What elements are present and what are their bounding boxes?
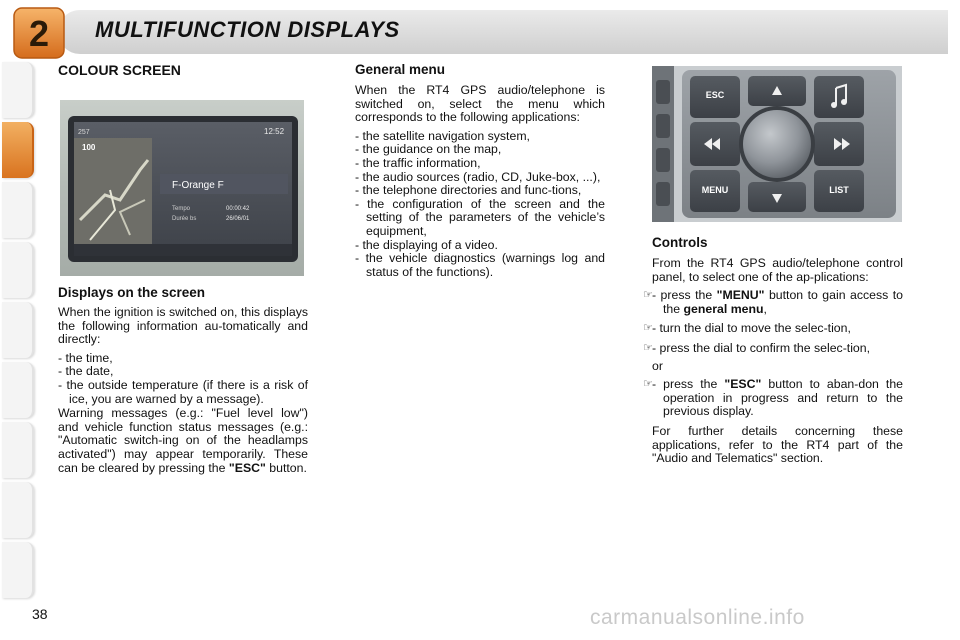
controls-heading: Controls xyxy=(652,235,708,250)
displays-list xyxy=(58,352,308,406)
chapter-tab-1[interactable] xyxy=(2,62,34,118)
screen-speed: 100 xyxy=(82,143,96,152)
chapter-tab-6[interactable] xyxy=(2,362,34,418)
controls-steps xyxy=(643,288,903,355)
controls-intro: From the RT4 GPS audio/telephone control panel, to select one of the ap-plications: xyxy=(652,256,903,284)
list-item: - the time, xyxy=(58,352,308,366)
list-item: - the guidance on the map, xyxy=(355,143,605,157)
control-panel-photo xyxy=(652,66,902,222)
list-item: - the vehicle diagnostics (warnings log and status of the functions). xyxy=(355,252,605,279)
esc-keyword: "ESC" xyxy=(724,377,762,392)
esc-button-label: ESC xyxy=(705,90,725,100)
controls-step-menu: - ☞ press the "MENU" button to gain access to the general menu, xyxy=(652,289,903,316)
list-item: - the telephone directories and func-tions, xyxy=(355,184,605,198)
warning-esc: "ESC" xyxy=(228,460,266,475)
chapter-tab-4[interactable] xyxy=(2,242,34,298)
controls-footer: For further details concerning these applications, refer to the RT4 part of the "Audio and Telematics" section. xyxy=(652,423,903,466)
controls-step-esc: - ☞ press the "ESC" button to aban-don the operation in progress and return to the previous display. xyxy=(652,378,903,419)
general-menu-intro: When the RT4 GPS audio/telephone is switched on, select the menu which corresponds to the following applications: xyxy=(355,83,605,125)
general-menu-keyword: general menu xyxy=(683,301,764,316)
svg-text:257: 257 xyxy=(78,129,90,136)
warning-text: Warning messages (e.g.: "Fuel level low") and vehicle function status messages (e.g.: "Automatic switch-ing on of the headlamps activated") may appear temporarily. These can be cleared by pressing the xyxy=(58,406,308,475)
list-item: - the outside temperature (if there is a risk of ice, you are warned by a message). xyxy=(58,379,308,406)
list-item: - the configuration of the screen and the setting of the parameters of the vehicle’s equipment, xyxy=(355,198,605,239)
screen-row1-value: 00:00:42 xyxy=(226,206,250,212)
controls-or: or xyxy=(652,358,663,373)
menu-keyword: "MENU" xyxy=(716,288,765,303)
controls-step-turn: - ☞ turn the dial to move the selec-tion, xyxy=(652,322,903,336)
list-item: - the displaying of a video. xyxy=(355,239,605,253)
screen-row1-label: Tempo xyxy=(172,206,191,212)
list-item: - the audio sources (radio, CD, Juke-box, ...), xyxy=(355,171,605,185)
screen-row2-value: 26/06/01 xyxy=(226,216,250,222)
watermark: carmanualsonline.info xyxy=(590,606,805,629)
displays-heading: Displays on the screen xyxy=(58,285,206,300)
controls-steps-esc xyxy=(643,377,904,419)
screen-row2-label: Durée bs xyxy=(172,216,197,222)
menu-button-label: MENU xyxy=(701,185,729,195)
list-item: - the date, xyxy=(58,365,308,379)
general-menu-text xyxy=(355,84,605,284)
chapter-tab-9[interactable] xyxy=(2,542,34,598)
chapter-badge xyxy=(10,4,68,62)
chapter-number: 2 xyxy=(28,13,50,54)
chapter-tab-3[interactable] xyxy=(2,182,34,238)
displays-intro: When the ignition is switched on, this displays the following information au-tomatically and directly: xyxy=(58,305,308,347)
displays-text xyxy=(58,306,308,480)
screen-time: 12:52 xyxy=(264,127,285,136)
chapter-tab-8[interactable] xyxy=(2,482,34,538)
page-title: MULTIFUNCTION DISPLAYS xyxy=(95,17,400,42)
chapter-tabs xyxy=(0,62,36,582)
chapter-tab-5[interactable] xyxy=(2,302,34,358)
list-item: - the traffic information, xyxy=(355,157,605,171)
colour-screen-photo xyxy=(60,100,304,276)
controls-step-press: - ☞ press the dial to confirm the selec-tion, xyxy=(652,342,903,356)
warning-end: button. xyxy=(269,460,307,475)
chapter-tab-7[interactable] xyxy=(2,422,34,478)
controls-text xyxy=(643,256,904,471)
screen-station: F-Orange F xyxy=(172,180,224,191)
chapter-tab-2-active[interactable] xyxy=(2,122,34,178)
displays-warning xyxy=(58,407,308,475)
general-menu-list xyxy=(355,130,605,280)
list-button-label: LIST xyxy=(829,185,849,195)
page-number: 38 xyxy=(32,606,48,622)
general-menu-heading: General menu xyxy=(355,62,446,77)
list-item: - the satellite navigation system, xyxy=(355,130,605,144)
colour-screen-heading: COLOUR SCREEN xyxy=(58,62,181,78)
